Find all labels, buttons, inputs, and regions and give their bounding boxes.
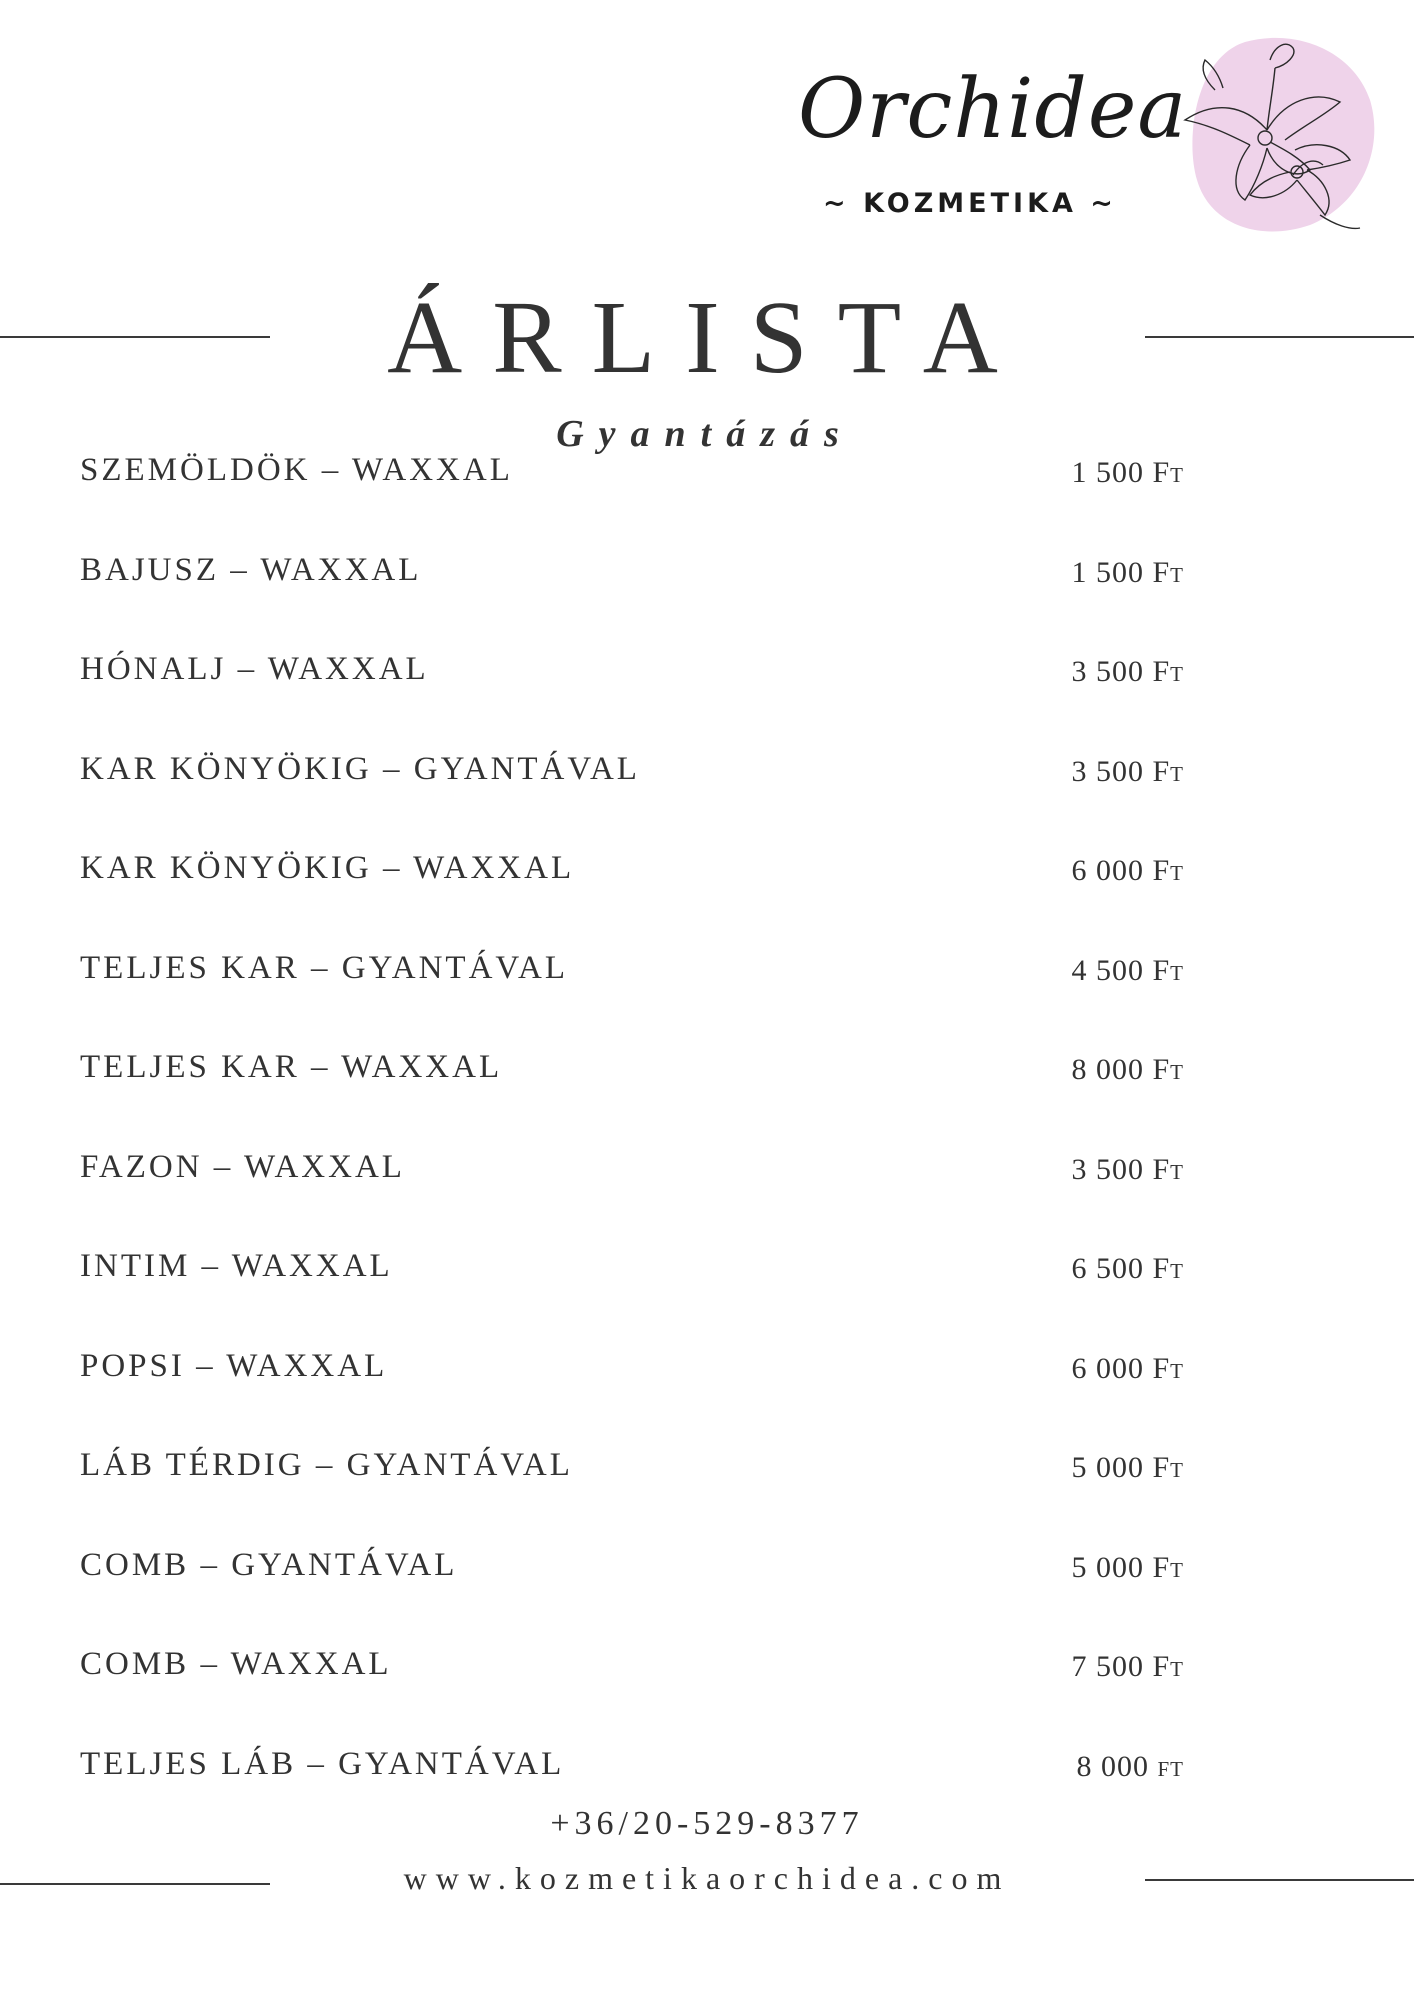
service-price: 5 000 Ft [1071,1551,1184,1584]
price-row [0,1348,1414,1408]
service-name: BAJUSZ – WAXXAL [80,552,422,588]
service-price: 6 000 Ft [1071,854,1184,887]
service-price: 6 500 Ft [1071,1252,1184,1285]
service-price: 5 000 Ft [1071,1451,1184,1484]
service-price: 3 500 Ft [1071,755,1184,788]
brand-subtitle: ~ KOZMETIKA ~ [823,188,1117,219]
price-row [0,1746,1414,1806]
header-rule-left [0,336,270,338]
price-row [0,950,1414,1010]
price-row [0,452,1414,512]
service-name: FAZON – WAXXAL [80,1149,405,1185]
service-name: LÁB TÉRDIG – GYANTÁVAL [80,1447,573,1483]
service-name: COMB – WAXXAL [80,1646,392,1682]
service-name: KAR KÖNYÖKIG – GYANTÁVAL [80,751,640,787]
service-price: 3 500 Ft [1071,655,1184,688]
page-title: ÁRLISTA [387,280,1028,395]
service-price: 8 000 Ft [1071,1053,1184,1086]
service-name: TELJES LÁB – GYANTÁVAL [80,1746,565,1782]
price-row [0,1248,1414,1308]
website-link[interactable]: www.kozmetikaorchidea.com [403,1860,1011,1896]
service-price: 8 000 ft [1076,1750,1184,1783]
price-row [0,651,1414,711]
price-row [0,1149,1414,1209]
service-name: TELJES KAR – WAXXAL [80,1049,503,1085]
service-name: COMB – GYANTÁVAL [80,1547,458,1583]
price-row [0,552,1414,612]
orchid-flower-icon [1175,30,1380,235]
service-price: 4 500 Ft [1071,954,1184,987]
price-row [0,1646,1414,1706]
service-name: INTIM – WAXXAL [80,1248,393,1284]
service-price: 7 500 Ft [1071,1650,1184,1683]
service-name: KAR KÖNYÖKIG – WAXXAL [80,850,575,886]
price-row [0,751,1414,811]
price-row [0,850,1414,910]
service-price: 1 500 Ft [1071,556,1184,589]
service-name: POPSI – WAXXAL [80,1348,388,1384]
service-price: 6 000 Ft [1071,1352,1184,1385]
price-row [0,1447,1414,1507]
service-name: HÓNALJ – WAXXAL [80,651,429,687]
footer-rule-right [1145,1879,1414,1881]
phone-number: +36/20-529-8377 [550,1805,864,1842]
service-name: TELJES KAR – GYANTÁVAL [80,950,568,986]
price-row [0,1547,1414,1607]
footer-rule-left [0,1883,270,1885]
service-name: SZEMÖLDÖK – WAXXAL [80,452,513,488]
price-row [0,1049,1414,1109]
service-price: 1 500 Ft [1071,456,1184,489]
header-rule-right [1145,336,1414,338]
service-price: 3 500 Ft [1071,1153,1184,1186]
brand-name: Orchidea [798,62,1188,157]
section-title: Gyantázás [556,413,854,455]
